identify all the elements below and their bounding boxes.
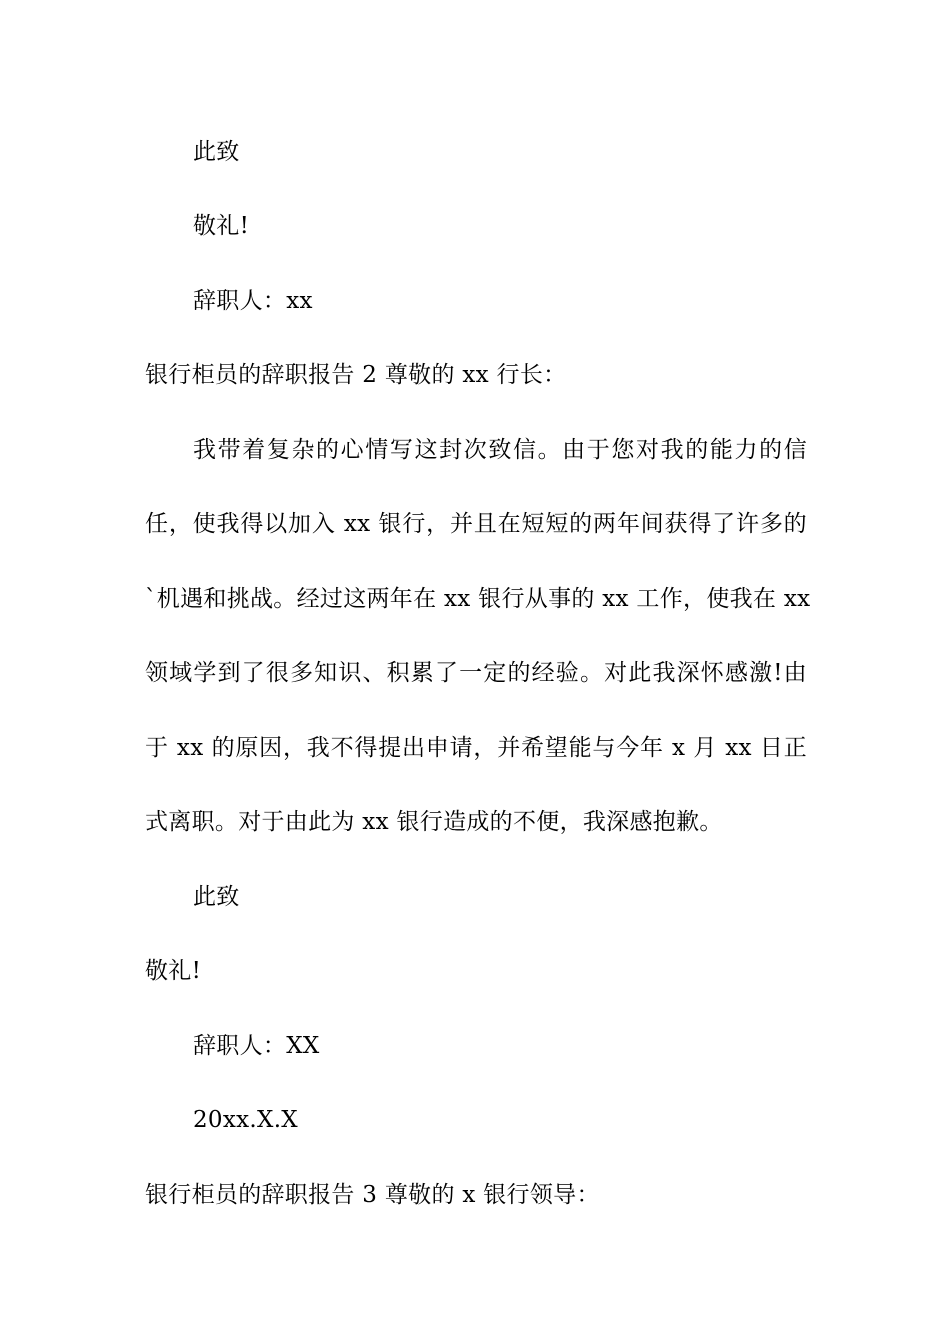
letter-heading: 银行柜员的辞职报告 3 尊敬的 x 银行领导： [145,1182,600,1208]
closing-regards: 敬礼! [193,213,250,239]
paragraph-line: 我带着复杂的心情写这封次致信。由于您对我的能力的信 [193,437,807,463]
closing-salutation: 此致 [193,139,240,165]
paragraph-line: 领域学到了很多知识、积累了一定的经验。对此我深怀感激!由 [145,660,807,686]
paragraph-line: `机遇和挑战。经过这两年在 xx 银行从事的 xx 工作，使我在 xx [145,586,811,612]
closing-salutation: 此致 [193,884,240,910]
signer-line: 辞职人：XX [193,1033,320,1059]
signer-line: 辞职人：xx [193,288,313,314]
letter-heading: 银行柜员的辞职报告 2 尊敬的 xx 行长： [145,362,567,388]
date-line: 20xx.X.X [193,1107,298,1133]
paragraph-line: 任，使我得以加入 xx 银行，并且在短短的两年间获得了许多的 [145,511,807,537]
paragraph-line: 于 xx 的原因，我不得提出申请，并希望能与今年 x 月 xx 日正 [145,735,807,761]
closing-regards: 敬礼! [145,958,202,984]
paragraph-line: 式离职。对于由此为 xx 银行造成的不便，我深感抱歉。 [145,809,723,835]
